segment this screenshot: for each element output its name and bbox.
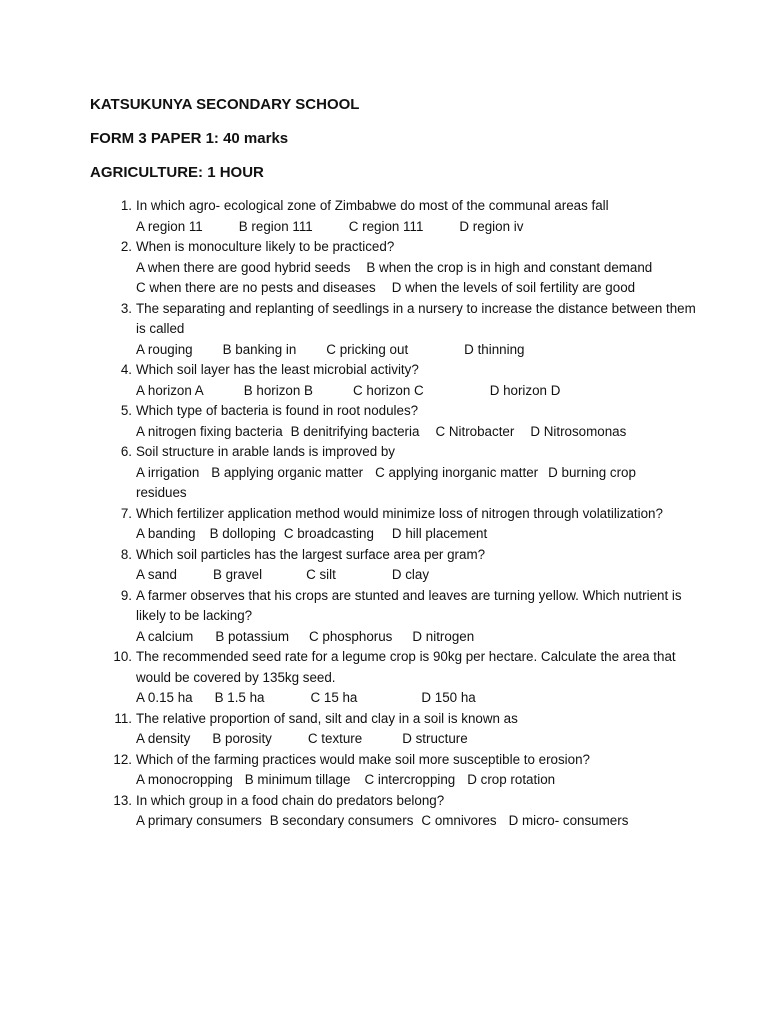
answer-option: B denitrifying bacteria <box>290 423 420 439</box>
question-list <box>108 196 708 832</box>
answer-options-line <box>136 217 708 238</box>
answer-option: A calcium <box>136 628 194 644</box>
paper-title: FORM 3 PAPER 1: 40 marks <box>90 130 289 147</box>
answer-options-line <box>136 811 708 832</box>
answer-options-line <box>136 688 708 709</box>
answer-option: B dolloping <box>209 526 276 541</box>
answer-option: D 150 ha <box>421 690 476 705</box>
question-text: Which soil particles has the largest surface area per gram? <box>136 546 486 562</box>
answer-option: D horizon D <box>489 382 561 398</box>
question-text: In which group in a food chain do predators belong? <box>136 792 445 808</box>
answer-option: residues <box>136 485 187 500</box>
answer-option: C 15 ha <box>310 690 358 705</box>
answer-option: D region iv <box>459 218 524 234</box>
answer-options-line <box>136 729 708 750</box>
question-item <box>108 709 708 750</box>
answer-option: C Nitrobacter <box>435 423 515 439</box>
answer-option: D Nitrosomonas <box>530 423 627 439</box>
answer-option: A when there are good hybrid seeds <box>136 259 351 275</box>
question-number: 5. <box>120 403 132 418</box>
answer-option: A region 11 <box>136 218 203 234</box>
question-number: 3. <box>120 300 132 316</box>
answer-option: C omnivores <box>421 813 497 828</box>
answer-options-line <box>136 278 708 299</box>
question-item <box>108 504 708 545</box>
question-text: Soil structure in arable lands is improved by <box>136 444 396 459</box>
answer-options-line <box>136 381 708 402</box>
question-item <box>108 545 708 586</box>
question-text: The relative proportion of sand, silt and clay in a soil is known as <box>136 710 518 726</box>
question-item <box>108 237 708 299</box>
question-item <box>108 791 708 832</box>
question-number: 2. <box>120 239 132 254</box>
answer-option: B applying organic matter <box>211 464 364 480</box>
answer-options-line <box>136 770 708 791</box>
answer-option: C intercropping <box>364 772 456 787</box>
answer-option: C texture <box>307 731 363 746</box>
answer-option: C applying inorganic matter <box>375 464 539 480</box>
answer-option: B 1.5 ha <box>214 690 265 705</box>
answer-option: A primary consumers <box>136 813 262 828</box>
question-number: 8. <box>120 546 132 562</box>
answer-option: D clay <box>391 567 430 582</box>
question-text: Which fertilizer application method would minimize loss of nitrogen through volatilization? <box>136 505 663 521</box>
answer-option: C horizon C <box>352 382 424 398</box>
answer-option: A irrigation <box>136 464 200 480</box>
question-number: 10. <box>113 649 132 664</box>
question-text: The separating and replanting of seedlings in a nursery to increase the distance between them is called <box>136 300 696 336</box>
question-item <box>108 647 708 709</box>
answer-option: D hill placement <box>391 526 488 541</box>
school-name: KATSUKUNYA SECONDARY SCHOOL <box>90 96 360 113</box>
question-item <box>108 360 708 401</box>
question-text: In which agro- ecological zone of Zimbabwe do most of the communal areas fall <box>136 198 609 213</box>
answer-option: D thinning <box>464 341 525 357</box>
answer-options-line <box>136 565 708 586</box>
answer-option: B horizon B <box>243 382 313 398</box>
answer-option: C when there are no pests and diseases <box>136 280 376 295</box>
answer-options-line <box>136 258 708 279</box>
answer-option: B secondary consumers <box>269 813 414 828</box>
question-number: 13. <box>113 792 132 808</box>
answer-option: A 0.15 ha <box>136 690 193 705</box>
question-number: 9. <box>120 587 132 603</box>
answer-option: B when the crop is in high and constant demand <box>366 259 653 275</box>
answer-options-line <box>136 524 708 545</box>
question-text: Which soil layer has the least microbial activity? <box>136 362 419 377</box>
answer-option: C pricking out <box>326 341 409 357</box>
answer-options-line <box>136 463 708 484</box>
question-number: 1. <box>120 198 132 213</box>
question-item <box>108 401 708 442</box>
question-item <box>108 750 708 791</box>
answer-option: A rouging <box>136 341 193 357</box>
answer-option: B porosity <box>212 731 272 746</box>
subject-name: AGRICULTURE <box>90 164 199 181</box>
subject-duration: : 1 HOUR <box>198 164 264 181</box>
answer-option: B gravel <box>212 567 263 582</box>
answer-option: A sand <box>136 567 177 582</box>
answer-option: B banking in <box>222 341 297 357</box>
question-item <box>108 196 708 237</box>
question-text: When is monoculture likely to be practiced? <box>136 239 395 254</box>
answer-option: D crop rotation <box>467 772 556 787</box>
answer-options-line <box>136 340 708 361</box>
answer-option: A nitrogen fixing bacteria <box>136 423 283 439</box>
answer-option: B region 111 <box>238 218 313 234</box>
question-text: Which of the farming practices would make soil more susceptible to erosion? <box>136 751 591 767</box>
answer-options-line <box>136 422 708 443</box>
question-text: Which type of bacteria is found in root nodules? <box>136 403 419 418</box>
answer-options-line <box>136 483 708 504</box>
answer-option: D nitrogen <box>412 628 475 644</box>
question-item <box>108 442 708 504</box>
answer-option: A density <box>136 731 191 746</box>
answer-options-line <box>136 627 708 648</box>
question-number: 7. <box>120 505 132 521</box>
answer-option: C silt <box>306 567 336 582</box>
question-text: A farmer observes that his crops are stunted and leaves are turning yellow. Which nutrient is likely to be lacking? <box>136 587 682 623</box>
subject-heading <box>90 164 264 181</box>
answer-option: C phosphorus <box>309 628 393 644</box>
answer-option: B potassium <box>215 628 289 644</box>
question-text: The recommended seed rate for a legume crop is 90kg per hectare. Calculate the area that would be covered by 135kg seed. <box>136 649 676 685</box>
answer-option: A horizon A <box>136 382 204 398</box>
answer-option: D when the levels of soil fertility are good <box>391 280 636 295</box>
answer-option: B minimum tillage <box>244 772 351 787</box>
answer-option: D micro- consumers <box>508 813 629 828</box>
answer-option: D burning crop <box>548 464 636 480</box>
question-item <box>108 299 708 361</box>
question-number: 6. <box>120 444 132 459</box>
answer-option: A monocropping <box>136 772 233 787</box>
answer-option: C region 111 <box>348 218 424 234</box>
question-number: 11. <box>114 710 132 726</box>
question-number: 12. <box>113 751 132 767</box>
question-item <box>108 586 708 648</box>
answer-option: A banding <box>136 526 196 541</box>
question-number: 4. <box>120 362 132 377</box>
answer-option: C broadcasting <box>283 526 374 541</box>
answer-option: D structure <box>402 731 468 746</box>
